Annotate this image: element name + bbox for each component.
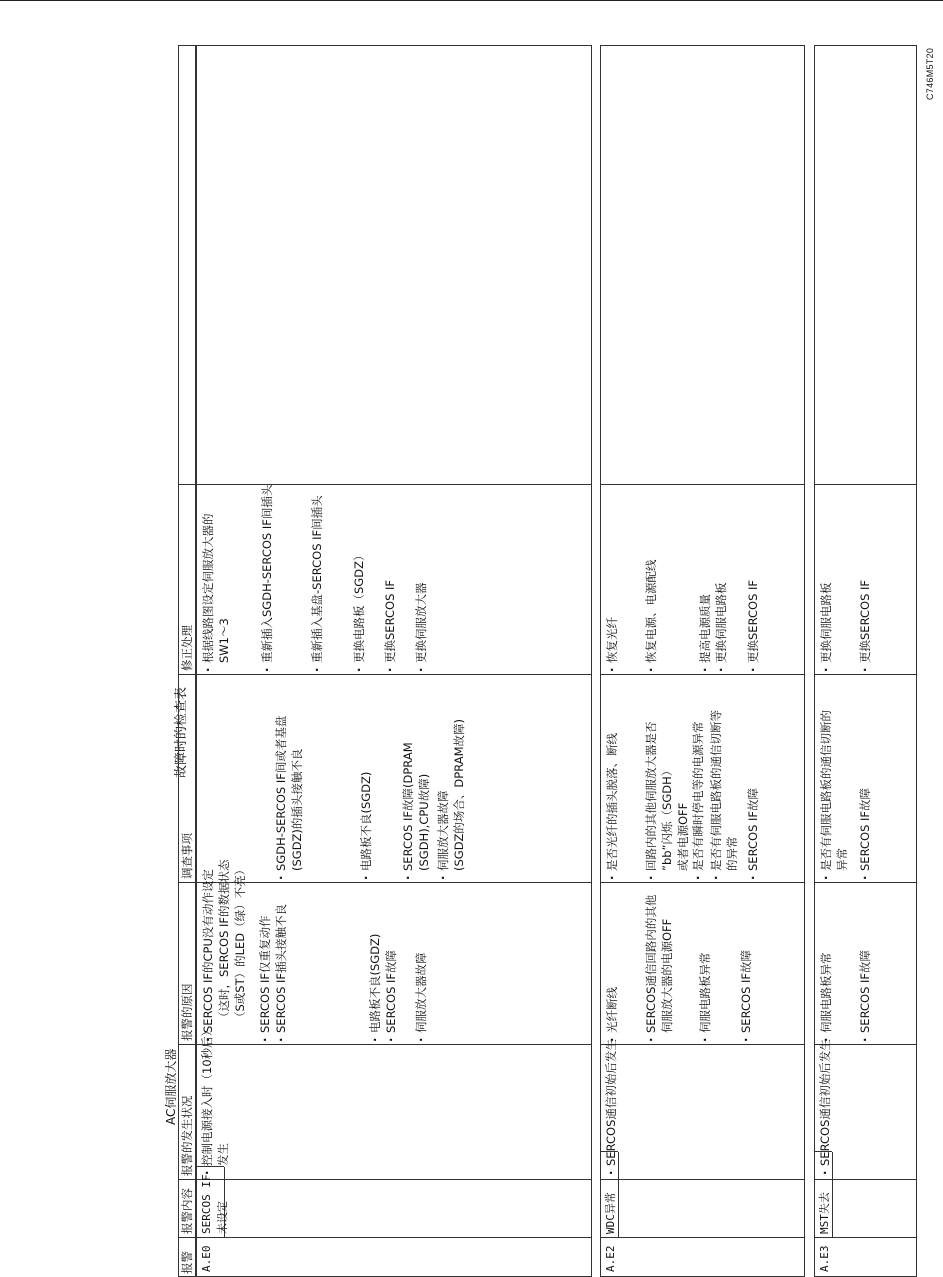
alarm-code-line: A.E0 (200, 1245, 213, 1272)
cause-item-line: （这时，SERCOS IF的数据状态 (217, 859, 231, 1023)
check-item-line: · 电路板不良(SGDZ) (359, 771, 373, 871)
check-item (643, 722, 691, 872)
alarm-code-line: A.E2 (604, 1245, 617, 1272)
check-item-line: · 伺服放大器故障 (436, 790, 450, 871)
check-item-line: (SGDZ的场合、DPRAM故障) (452, 718, 466, 871)
alarm-content (199, 1174, 231, 1234)
check-item (857, 788, 873, 871)
page-subtitle: AC伺服放大器 (164, 1048, 178, 1125)
alarm-code (199, 1246, 215, 1273)
fix-item (713, 583, 729, 664)
alarm-content (817, 1192, 833, 1234)
check-item (604, 733, 620, 871)
check-item-line: · SGDH-SERCOS IF间或者基盘 (274, 715, 288, 871)
alarm-situation (817, 1039, 833, 1166)
check-item-line: · SERCOS IF故障 (746, 787, 760, 871)
cause-item-line: · SERCOS IF故障 (858, 949, 872, 1033)
cause-item (383, 950, 399, 1033)
cause-item-line: · SERCOS IF的CPU没有动作设定 (201, 869, 215, 1033)
alarm-content (603, 1192, 619, 1234)
check-item (690, 722, 706, 872)
fix-item-line: · 更换伺服放大器 (414, 582, 428, 663)
cause-item (818, 953, 834, 1034)
fix-item-line: · 更换电路板（SGDZ） (352, 549, 366, 663)
check-item (358, 772, 374, 871)
cause-item-line: · SERCOS IF仅重复动作 (258, 915, 272, 1033)
table-header (178, 45, 196, 1277)
check-item (708, 710, 740, 871)
cause-item-line: · SERCOS IF故障 (384, 949, 398, 1033)
fix-item-line: · 根据线路图设定伺服放大器的 (201, 513, 215, 663)
alarm-content-line: MST失去 (818, 1192, 831, 1234)
alarm-row-ae3 (814, 45, 917, 1277)
fix-item (259, 485, 275, 663)
cause-item-line: （S或ST）的LED（绿）不亮） (233, 863, 247, 1023)
header-check: 调查事项 (180, 833, 194, 879)
fix-item (382, 580, 398, 663)
header-situation: 报警的发生状况 (180, 1095, 194, 1176)
alarm-situation-line: · SERCOS通信初始后发生 (604, 1039, 618, 1166)
check-item-line: 的异常 (725, 836, 739, 871)
alarm-row-ae2 (600, 45, 805, 1277)
cause-item-line: 伺服放大器的电源OFF (660, 918, 674, 1033)
check-item (818, 710, 850, 871)
cause-item (643, 895, 675, 1033)
fix-item-line: · 提高电源质量 (698, 594, 712, 663)
header-alarm: 报警 (180, 1251, 194, 1274)
check-item (745, 788, 761, 871)
alarm-situation (603, 1039, 619, 1166)
header-cause: 报警的原因 (180, 983, 194, 1041)
fix-item-line: SW1～3 (217, 618, 231, 663)
fix-item (604, 617, 620, 663)
fix-item-line: · 更换伺服电路板 (714, 582, 728, 663)
cause-item (857, 950, 873, 1033)
check-item-line: 或者电源OFF (676, 802, 690, 871)
check-item-line: · 是否有伺服电路板的通信切断的 (819, 710, 833, 871)
fix-item (857, 580, 873, 663)
check-item (435, 719, 467, 871)
cause-item (367, 934, 383, 1033)
cause-item (273, 904, 289, 1033)
cause-item (738, 950, 754, 1033)
alarm-code (603, 1246, 619, 1273)
check-item-line: · 是否有瞬时停电等的电源异常 (691, 721, 705, 871)
fix-item (413, 583, 429, 664)
cause-item (257, 915, 273, 1033)
alarm-code (817, 1246, 833, 1273)
cause-item (200, 859, 248, 1033)
fix-item (818, 583, 834, 664)
cause-item-line: · SERCOS IF插头接触不良 (274, 903, 288, 1033)
cause-item-line: · 伺服放大器故障 (414, 952, 428, 1033)
page-title: 故障时的检查表 (174, 686, 189, 778)
fix-item-line: · 重新插入SGDH-SERCOS IF间插头 (260, 484, 274, 663)
header-fix: 修正处理 (180, 625, 194, 671)
check-item-line: · 回路内的其他伺服放大器是否 (644, 721, 658, 871)
fix-item-line: · 恢复光纤 (605, 617, 619, 663)
check-item (273, 716, 305, 871)
fix-item (200, 514, 232, 664)
alarm-row-ae0 (196, 45, 592, 1277)
check-item-line: (SGDH),CPU故障) (417, 773, 431, 871)
check-item-line: · 是否有伺服电路板的通信切断等 (709, 710, 723, 871)
cause-item (697, 953, 713, 1034)
cause-item-line: · SERCOS IF故障 (739, 949, 753, 1033)
alarm-content-line: SERCOS IF (200, 1174, 213, 1234)
fix-item (643, 560, 659, 664)
cause-item (604, 987, 620, 1033)
fix-item-line: · 重新插入基盘-SERCOS IF间插头 (310, 495, 324, 663)
fix-item (697, 594, 713, 663)
cause-item-line: · 伺服电路板异常 (819, 952, 833, 1033)
alarm-code-line: A.E3 (818, 1245, 831, 1272)
check-item-line: · SERCOS IF故障 (858, 787, 872, 871)
fix-item-line: · 恢复电源、电源配线 (644, 559, 658, 663)
fix-item (745, 580, 761, 663)
cause-item-line: · SERCOS通信回路内的其他 (644, 894, 658, 1033)
check-item-line: (SGDZ)的插头接触不良 (290, 748, 304, 871)
alarm-situation-line: · SERCOS通信初始后发生 (818, 1039, 832, 1166)
fix-item-line: · 更换伺服电路板 (819, 582, 833, 663)
fix-item-line: · 更换SERCOS IF (383, 579, 397, 663)
header-content: 报警内容 (180, 1188, 194, 1234)
check-item-line: · 是否光纤的插头脱落、断线 (605, 733, 619, 871)
alarm-content-line: 未设定 (216, 1201, 229, 1234)
fix-item (309, 495, 325, 663)
fix-item-line: · 更换SERCOS IF (858, 579, 872, 663)
check-item-line: · SERCOS IF故障(DPRAM (401, 742, 415, 871)
cause-item (413, 953, 429, 1034)
alarm-content-line: WDC异常 (604, 1192, 617, 1234)
alarm-situation (199, 1025, 231, 1166)
check-item (400, 742, 432, 871)
fix-item-line: · 更换SERCOS IF (746, 579, 760, 663)
alarm-situation-line: · 控制电源接入时（10秒后） (200, 1024, 214, 1166)
cause-item-line: · 光纤断线 (605, 987, 619, 1033)
cause-item-line: · 电路板不良(SGDZ) (368, 933, 382, 1033)
cause-item-line: · 伺服电路板异常 (698, 952, 712, 1033)
check-item-line: 异常 (835, 848, 849, 871)
alarm-situation-line: 发生 (216, 1143, 230, 1166)
check-item-line: ”bb”闪烁（SGDH） (660, 764, 674, 871)
fix-item (351, 550, 367, 663)
